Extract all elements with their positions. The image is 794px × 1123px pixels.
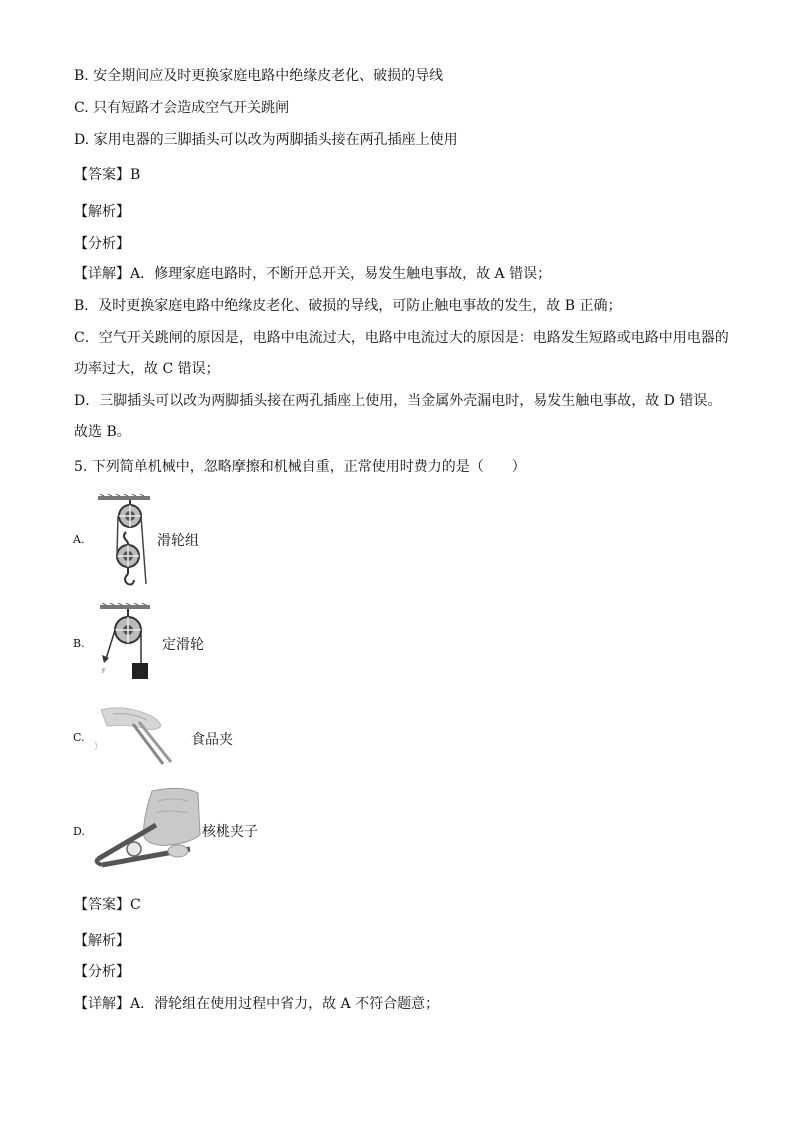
option-c: C. 只有短路才会造成空气开关跳闸 [74,100,290,116]
option-b-text: 定滑轮 [162,637,204,653]
detail-b: B．及时更换家庭电路中绝缘皮老化、破损的导线，可防止触电事故的发生，故 B 正确； [74,298,622,314]
answer-label: 【答案】B [74,167,141,183]
option-c-text: 食品夹 [191,732,233,748]
option-a-text: 滑轮组 [157,533,199,549]
option-a-letter: A. [73,533,85,546]
nutcracker-icon [94,785,204,871]
detail-a-q5: 【详解】A．滑轮组在使用过程中省力，故 A 不符合题意； [74,996,440,1012]
conclusion: 故选 B。 [74,424,131,440]
svg-text:F: F [102,668,106,675]
analysis-label: 【解析】 [74,204,130,220]
question-5-stem: 5. 下列简单机械中，忽略摩擦和机械自重，正常使用时费力的是（ ） [74,459,526,475]
fixed-pulley-icon [96,603,156,683]
food-tongs-icon [93,704,183,774]
option-d-text: 核桃夹子 [202,824,258,840]
option-b: B. 安全期间应及时更换家庭电路中绝缘皮老化、破损的导线 [74,68,444,84]
analysis-label-q5: 【解析】 [74,933,130,949]
fenxi-label-q5: 【分析】 [74,964,130,980]
option-b-letter: B. [73,637,85,650]
detail-d: D．三脚插头可以改为两脚插头接在两孔插座上使用，当金属外壳漏电时，易发生触电事故，故 D 错误。 [74,393,722,409]
detail-c-line1: C．空气开关跳闸的原因是，电路中电流过大，电路中电流过大的原因是：电路发生短路或电路中用电器的 [74,330,729,346]
option-d-letter: D. [73,825,85,838]
pulley-block-icon [96,494,152,590]
detail-a: 【详解】A．修理家庭电路时，不断开总开关，易发生触电事故，故 A 错误； [74,266,552,282]
detail-c-line2: 功率过大，故 C 错误； [74,361,220,377]
answer-label-q5: 【答案】C [74,897,141,913]
option-c-letter: C. [73,731,85,744]
fenxi-label: 【分析】 [74,236,130,252]
option-d: D. 家用电器的三脚插头可以改为两脚插头接在两孔插座上使用 [74,132,458,148]
